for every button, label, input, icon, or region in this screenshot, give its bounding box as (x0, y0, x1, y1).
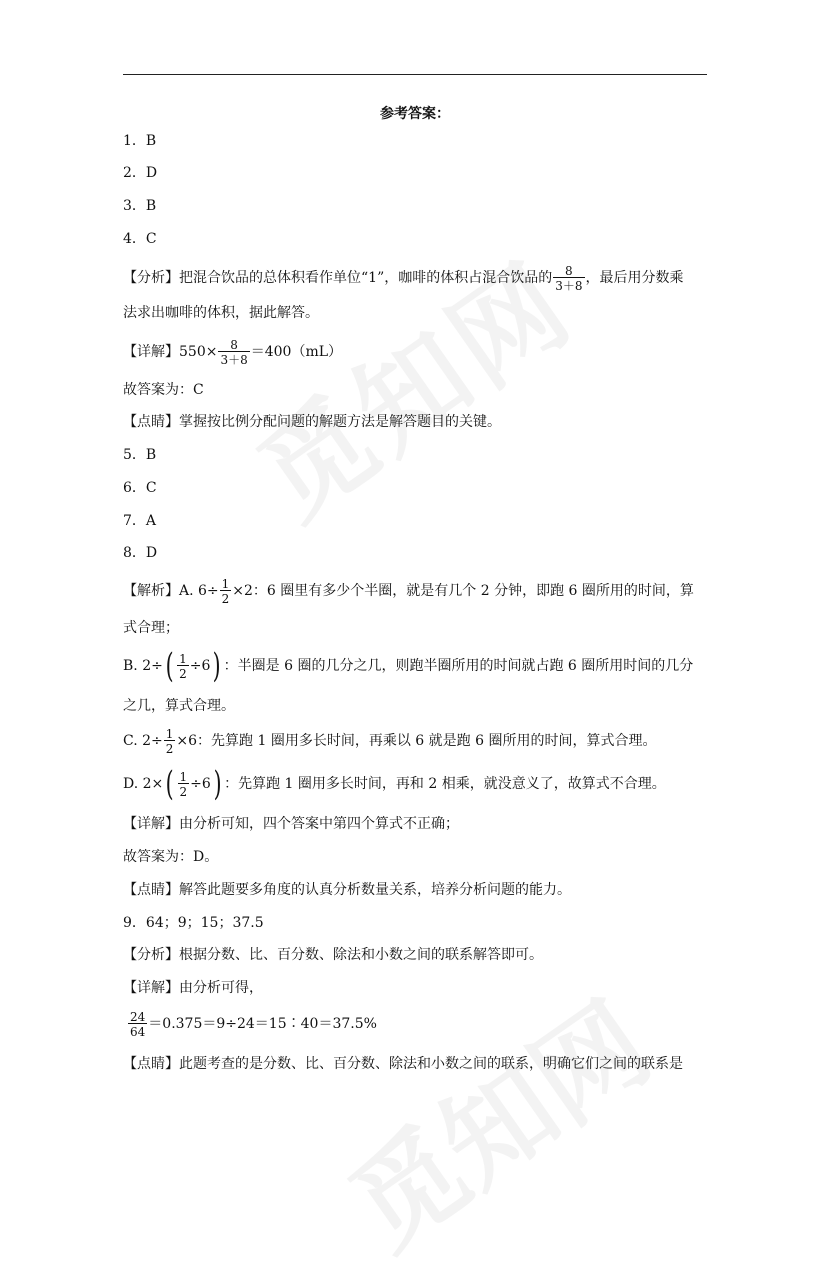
q4-frac-den: 3＋8 (555, 278, 583, 293)
answer-5: 5．B (123, 447, 157, 463)
q8-c-fraction (164, 728, 176, 755)
q8-b-inner: ÷6 (189, 658, 211, 674)
answer-8: 8．D (123, 545, 158, 561)
q8-d-pre: D. 2× (123, 776, 164, 792)
q9-detail: 【详解】由分析可得， (123, 980, 263, 996)
q9-equation (127, 1006, 717, 1042)
q9-analysis: 【分析】根据分数、比、百分数、除法和小数之间的联系解答即可。 (123, 947, 543, 963)
q8-a-post: ×2：6 圈里有多少个半圈，就是有几个 2 分钟，即跑 6 圈所用的时间，算 (232, 583, 694, 599)
q4-comment: 【点睛】掌握按比例分配问题的解题方法是解答题目的关键。 (123, 414, 501, 430)
q8-option-c (123, 725, 713, 757)
q8-c-post: ×6：先算跑 1 圈用多长时间，再乘以 6 就是跑 6 圈所用的时间，算式合理。 (176, 733, 657, 749)
q4-detail-frac-num: 8 (230, 337, 238, 352)
q8-b-pre: B. 2÷ (123, 658, 163, 674)
q8-d-lparen: ( (165, 764, 174, 804)
q4-detail-text-a: 【详解】550× (123, 344, 218, 360)
q8-a-pre: 【解析】A. 6÷ (123, 583, 219, 599)
q8-d-frac-den: 2 (179, 784, 188, 799)
q4-detail-text-b: ＝400（mL） (250, 344, 343, 360)
q9-frac-den: 64 (130, 1024, 146, 1039)
q8-option-a (123, 575, 713, 607)
answer-4: 4．C (123, 231, 157, 247)
q4-analysis-text-a: 【分析】把混合饮品的总体积看作单位“1”，咖啡的体积占混合饮品的 (123, 270, 553, 286)
q8-c-pre: C. 2÷ (123, 733, 163, 749)
q8-b-frac-den: 2 (179, 666, 187, 681)
page-title: 参考答案： (380, 106, 450, 122)
q9-frac-num: 24 (130, 1009, 146, 1024)
answer-2: 2．D (123, 165, 158, 181)
q4-detail-fraction (218, 339, 249, 366)
q8-comment: 【点睛】解答此题要多角度的认真分析数量关系，培养分析问题的能力。 (123, 882, 571, 898)
q8-option-a-cont: 式合理； (123, 620, 179, 636)
q4-analysis-cont: 法求出咖啡的体积，据此解答。 (123, 305, 319, 321)
q8-a-fraction (220, 578, 232, 605)
q8-option-b (123, 648, 713, 684)
q4-frac-num: 8 (565, 263, 573, 278)
q4-analysis-text-b: ，最后用分数乘 (585, 270, 684, 286)
q4-result: 故答案为：C (123, 382, 204, 398)
q4-analysis (123, 262, 713, 294)
answer-3: 3．B (123, 198, 157, 214)
q4-detail-frac-den: 3＋8 (220, 352, 248, 367)
q9-eq: ＝0.375＝9÷24＝15∶40＝37.5% (148, 1016, 377, 1032)
q8-a-frac-num: 1 (221, 576, 230, 591)
q8-b-post: ：半圈是 6 圈的几分之几，则跑半圈所用的时间就占跑 6 圈所用时间的几分 (223, 658, 694, 674)
q4-detail (123, 336, 713, 368)
q8-d-rparen: ) (213, 764, 222, 804)
q8-c-frac-num: 1 (165, 726, 174, 741)
q8-option-b-cont: 之几，算式合理。 (123, 698, 235, 714)
q4-fraction (553, 265, 584, 292)
q8-result: 故答案为：D。 (123, 849, 219, 865)
answer-1: 1．B (123, 133, 157, 149)
answer-9: 9．64；9；15；37.5 (123, 915, 264, 931)
q8-b-rparen: ) (213, 646, 221, 686)
q8-b-fraction (177, 653, 189, 680)
q8-a-frac-den: 2 (221, 591, 230, 606)
q9-comment: 【点睛】此题考查的是分数、比、百分数、除法和小数之间的联系，明确它们之间的联系是 (123, 1056, 683, 1072)
q8-b-frac-num: 1 (179, 651, 187, 666)
q8-detail: 【详解】由分析可知，四个答案中第四个算式不正确； (123, 816, 459, 832)
q8-option-d (123, 766, 713, 802)
answer-6: 6．C (123, 480, 157, 496)
q8-b-lparen: ( (165, 646, 174, 686)
answer-7: 7．A (123, 513, 157, 529)
q8-d-post: ：先算跑 1 圈用多长时间，再和 2 相乘，就没意义了，故算式不合理。 (224, 776, 666, 792)
q8-d-inner: ÷6 (190, 776, 211, 792)
q8-d-fraction (178, 771, 190, 798)
header-rule (123, 74, 707, 75)
q8-c-frac-den: 2 (165, 741, 174, 756)
q8-d-frac-num: 1 (179, 769, 188, 784)
q9-fraction (128, 1011, 147, 1038)
